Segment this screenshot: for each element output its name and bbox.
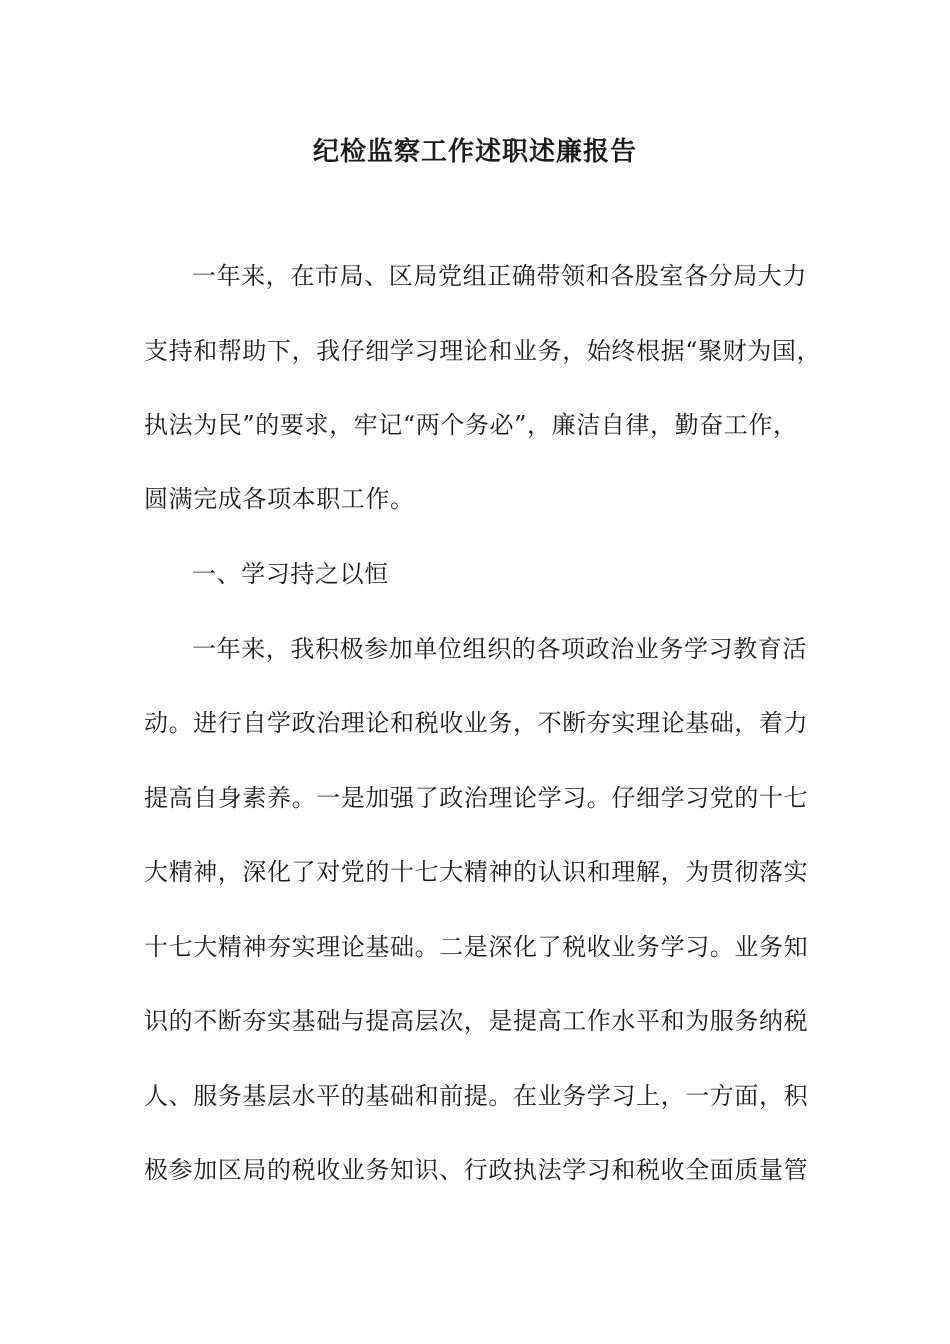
section-heading: 一、学习持之以恒 [192, 560, 389, 588]
paragraph-line: 支持和帮助下，我仔细学习理论和业务，始终根据“聚财为国， [144, 337, 822, 365]
paragraph-line: 极参加区局的税收业务知识、行政执法学习和税收全面质量管 [144, 1156, 809, 1184]
document-title: 纪检监察工作述职述廉报告 [312, 137, 637, 167]
paragraph-line: 人、服务基层水平的基础和前提。在业务学习上，一方面，积 [144, 1082, 809, 1110]
paragraph-line: 一年来，在市局、区局党组正确带领和各股室各分局大力 [192, 262, 807, 290]
paragraph-line: 提高自身素养。一是加强了政治理论学习。仔细学习党的十七 [144, 784, 809, 812]
paragraph-line: 大精神，深化了对党的十七大精神的认识和理解，为贯彻落实 [144, 858, 809, 886]
paragraph-line: 执法为民”的要求，牢记“两个务必”，廉洁自律，勤奋工作， [144, 411, 798, 439]
paragraph-line: 一年来，我积极参加单位组织的各项政治业务学习教育活 [192, 635, 807, 663]
paragraph-line: 识的不断夯实基础与提高层次，是提高工作水平和为服务纳税 [144, 1007, 809, 1035]
paragraph-line: 圆满完成各项本职工作。 [144, 485, 415, 513]
paragraph-line: 动。进行自学政治理论和税收业务，不断夯实理论基础，着力 [144, 709, 809, 737]
paragraph-line: 十七大精神夯实理论基础。二是深化了税收业务学习。业务知 [144, 933, 809, 961]
